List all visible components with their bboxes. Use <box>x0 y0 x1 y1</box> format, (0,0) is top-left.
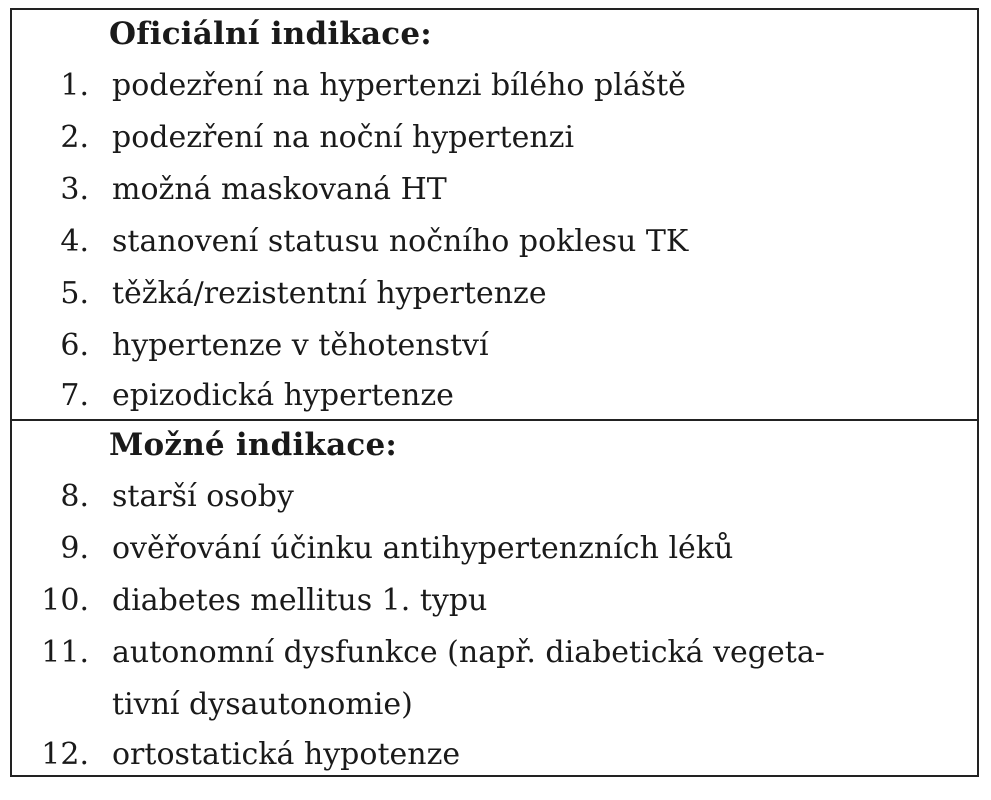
item-number: 9. <box>60 531 89 566</box>
item-text-continuation: tivní dysautonomie) <box>112 687 413 722</box>
list-item <box>12 479 977 531</box>
item-text: možná maskovaná HT <box>112 172 447 207</box>
list-item <box>12 737 977 789</box>
item-text: autonomní dysfunkce (např. diabetická vegeta- <box>112 635 825 670</box>
item-text: podezření na noční hypertenzi <box>112 120 575 155</box>
list-item <box>12 224 977 276</box>
item-text: ortostatická hypotenze <box>112 737 461 772</box>
item-text: podezření na hypertenzi bílého pláště <box>112 68 686 103</box>
item-number: 1. <box>60 68 89 103</box>
item-text: epizodická hypertenze <box>112 378 454 413</box>
official-indications-section <box>12 10 977 419</box>
item-number: 10. <box>41 583 89 618</box>
item-number: 2. <box>60 120 89 155</box>
item-number: 8. <box>60 479 89 514</box>
indications-table <box>10 8 979 777</box>
item-text: stanovení statusu nočního poklesu TK <box>112 224 689 259</box>
item-text: ověřování účinku antihypertenzních léků <box>112 531 734 566</box>
item-text: diabetes mellitus 1. typu <box>112 583 488 618</box>
item-number: 7. <box>60 378 89 413</box>
list-item <box>12 172 977 224</box>
list-item <box>12 583 977 635</box>
official-indications-heading: Oficiální indikace: <box>109 16 432 52</box>
list-item <box>12 635 977 687</box>
possible-indications-section <box>12 419 977 775</box>
item-text: starší osoby <box>112 479 294 514</box>
list-item <box>12 328 977 380</box>
item-text: těžká/rezistentní hypertenze <box>112 276 547 311</box>
possible-indications-heading: Možné indikace: <box>109 427 398 463</box>
item-number: 12. <box>41 737 89 772</box>
item-number: 4. <box>60 224 89 259</box>
item-number: 11. <box>41 635 89 670</box>
list-item <box>12 276 977 328</box>
item-number: 3. <box>60 172 89 207</box>
item-number: 6. <box>60 328 89 363</box>
item-text: hypertenze v těhotenství <box>112 328 489 363</box>
list-item <box>12 120 977 172</box>
item-number: 5. <box>60 276 89 311</box>
list-item <box>12 68 977 120</box>
list-item <box>12 531 977 583</box>
